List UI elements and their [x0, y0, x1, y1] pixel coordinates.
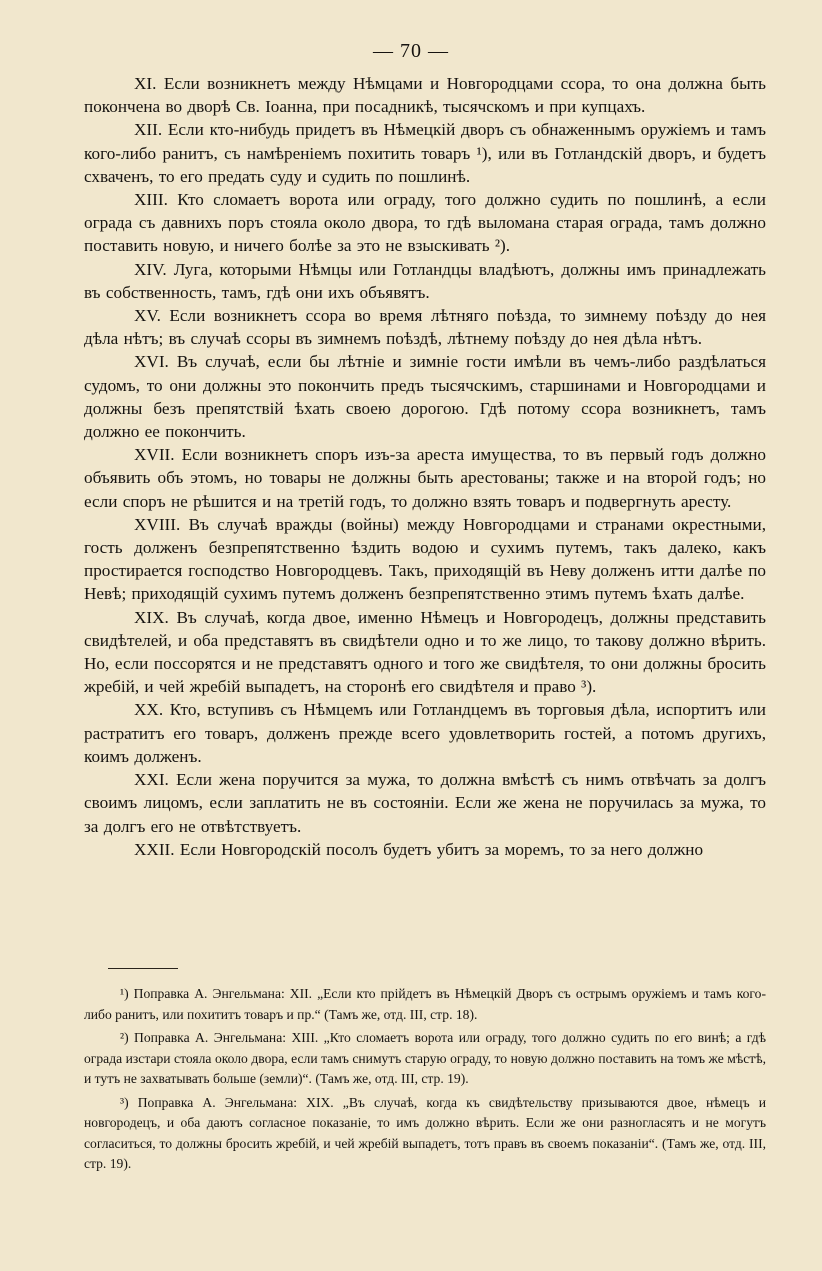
footnote-divider	[108, 968, 178, 969]
article-xviii: XVIII. Въ случаѣ вражды (войны) между Новгородцами и странами окрестными, гость долженъ безпрепятственно ѣздить водою и сухимъ путемъ, такъ далеко, какъ простирается господство Новгородцевъ. Такъ, приходящій въ Неву долженъ итти далѣе по Невѣ; приходящій сухимъ путемъ долженъ безпрепятственно этимъ путемъ ѣхать далѣе.	[84, 514, 766, 604]
article-xx: XX. Кто, вступивъ съ Нѣмцемъ или Готландцемъ въ торговыя дѣла, испортитъ или растратитъ его товаръ, долженъ прежде всего удовлетворить гостей, а потомъ другихъ, коимъ долженъ.	[84, 700, 766, 766]
footnote-3: ³) Поправка А. Энгельмана: XIX. „Въ случаѣ, когда къ свидѣтельству призываются двое, нѣмецъ и новгородецъ, и оба даютъ согласное показаніе, то имъ должно вѣрить. Если же они разногласятъ и не могутъ согласиться, то должны бросить жребій, и чей жребій выпадетъ, тотъ правъ въ своемъ показаніи“. (Тамъ же, отд. III, стр. 19).	[84, 1094, 766, 1171]
footnote-1: ¹) Поправка А. Энгельмана: XII. „Если кто прійдетъ въ Нѣмецкій Дворъ съ острымъ оружіемъ и тамъ кого-либо ранитъ, или похититъ товаръ и пр.“ (Тамъ же, отд. III, стр. 18).	[84, 986, 766, 1022]
article-xiv: XIV. Луга, которыми Нѣмцы или Готландцы владѣютъ, должны имъ принадлежать въ собственность, тамъ, гдѣ они ихъ объявятъ.	[84, 259, 766, 302]
article-xxi: XXI. Если жена поручится за мужа, то должна вмѣстѣ съ нимъ отвѣчать за долгъ своимъ лицомъ, если заплатить не въ состояніи. Если же жена не поручилась за мужа, то за долгъ его не отвѣтствуетъ.	[84, 770, 766, 836]
footnotes	[84, 984, 766, 1178]
footnote-2: ²) Поправка А. Энгельмана: XIII. „Кто сломаетъ ворота или ограду, того должно судить по его винѣ; а гдѣ ограда изстари стояла около двора, если тамъ снимутъ старую ограду, то новую должно поставить на томъ же мѣстѣ, и тутъ не захватывать больше (земли)“. (Тамъ же, отд. III, стр. 19).	[84, 1030, 766, 1086]
page-number: — 70 —	[373, 40, 449, 62]
article-xv: XV. Если возникнетъ ссора во время лѣтняго поѣзда, то зимнему поѣзду до нея дѣла нѣтъ; въ случаѣ ссоры въ зимнемъ поѣздѣ, лѣтнему поѣзду до нея дѣла нѣтъ.	[84, 306, 766, 349]
article-xix: XIX. Въ случаѣ, когда двое, именно Нѣмецъ и Новгородецъ, должны представить свидѣтелей, и оба представятъ въ свидѣтели одно и то же лицо, то такову должно вѣрить. Но, если поссорятся и не представятъ одного и того же свидѣтеля, то они должны бросить жребій, и чей жребій выпадетъ, на сторонѣ его свидѣтеля и право ³).	[84, 607, 766, 697]
article-xxii: XXII. Если Новгородскій посолъ будетъ убитъ за моремъ, то за него должно	[134, 839, 704, 859]
article-xi: XI. Если возникнетъ между Нѣмцами и Новгородцами ссора, то она должна быть покончена во дворѣ Св. Іоанна, при посадникѣ, тысячскомъ и при купцахъ.	[84, 74, 766, 117]
article-xiii: XIII. Кто сломаетъ ворота или ограду, того должно судить по пошлинѣ, а если ограда съ давнихъ поръ стояла около двора, то гдѣ выломана старая ограда, тамъ должно поставить новую, и ничего болѣе за это не взыскивать ²).	[84, 190, 766, 256]
article-xvii: XVII. Если возникнетъ споръ изъ-за ареста имущества, то въ первый годъ должно объявить объ этомъ, но товары не должны быть арестованы; также и на второй годъ; но если споръ не рѣшится и на третій годъ, то должно взять товаръ и подвергнуть аресту.	[84, 445, 766, 511]
article-xvi: XVI. Въ случаѣ, если бы лѣтніе и зимніе гости имѣли въ чемъ-либо раздѣлаться судомъ, то они должны это покончить предъ тысячскимъ, старшинами и Новгородцами и должны безъ препятствій ѣхать своею дорогою. Гдѣ потому ссора возникнетъ, тамъ должно ее покончить.	[84, 352, 766, 442]
article-xii: XII. Если кто-нибудь придетъ въ Нѣмецкій дворъ съ обнаженнымъ оружіемъ и тамъ кого-либо ранитъ, съ намѣреніемъ похитить товаръ ¹), или въ Готландскій дворъ, и будетъ схваченъ, то его предать суду и судить по пошлинѣ.	[84, 120, 766, 186]
main-text	[84, 72, 766, 861]
